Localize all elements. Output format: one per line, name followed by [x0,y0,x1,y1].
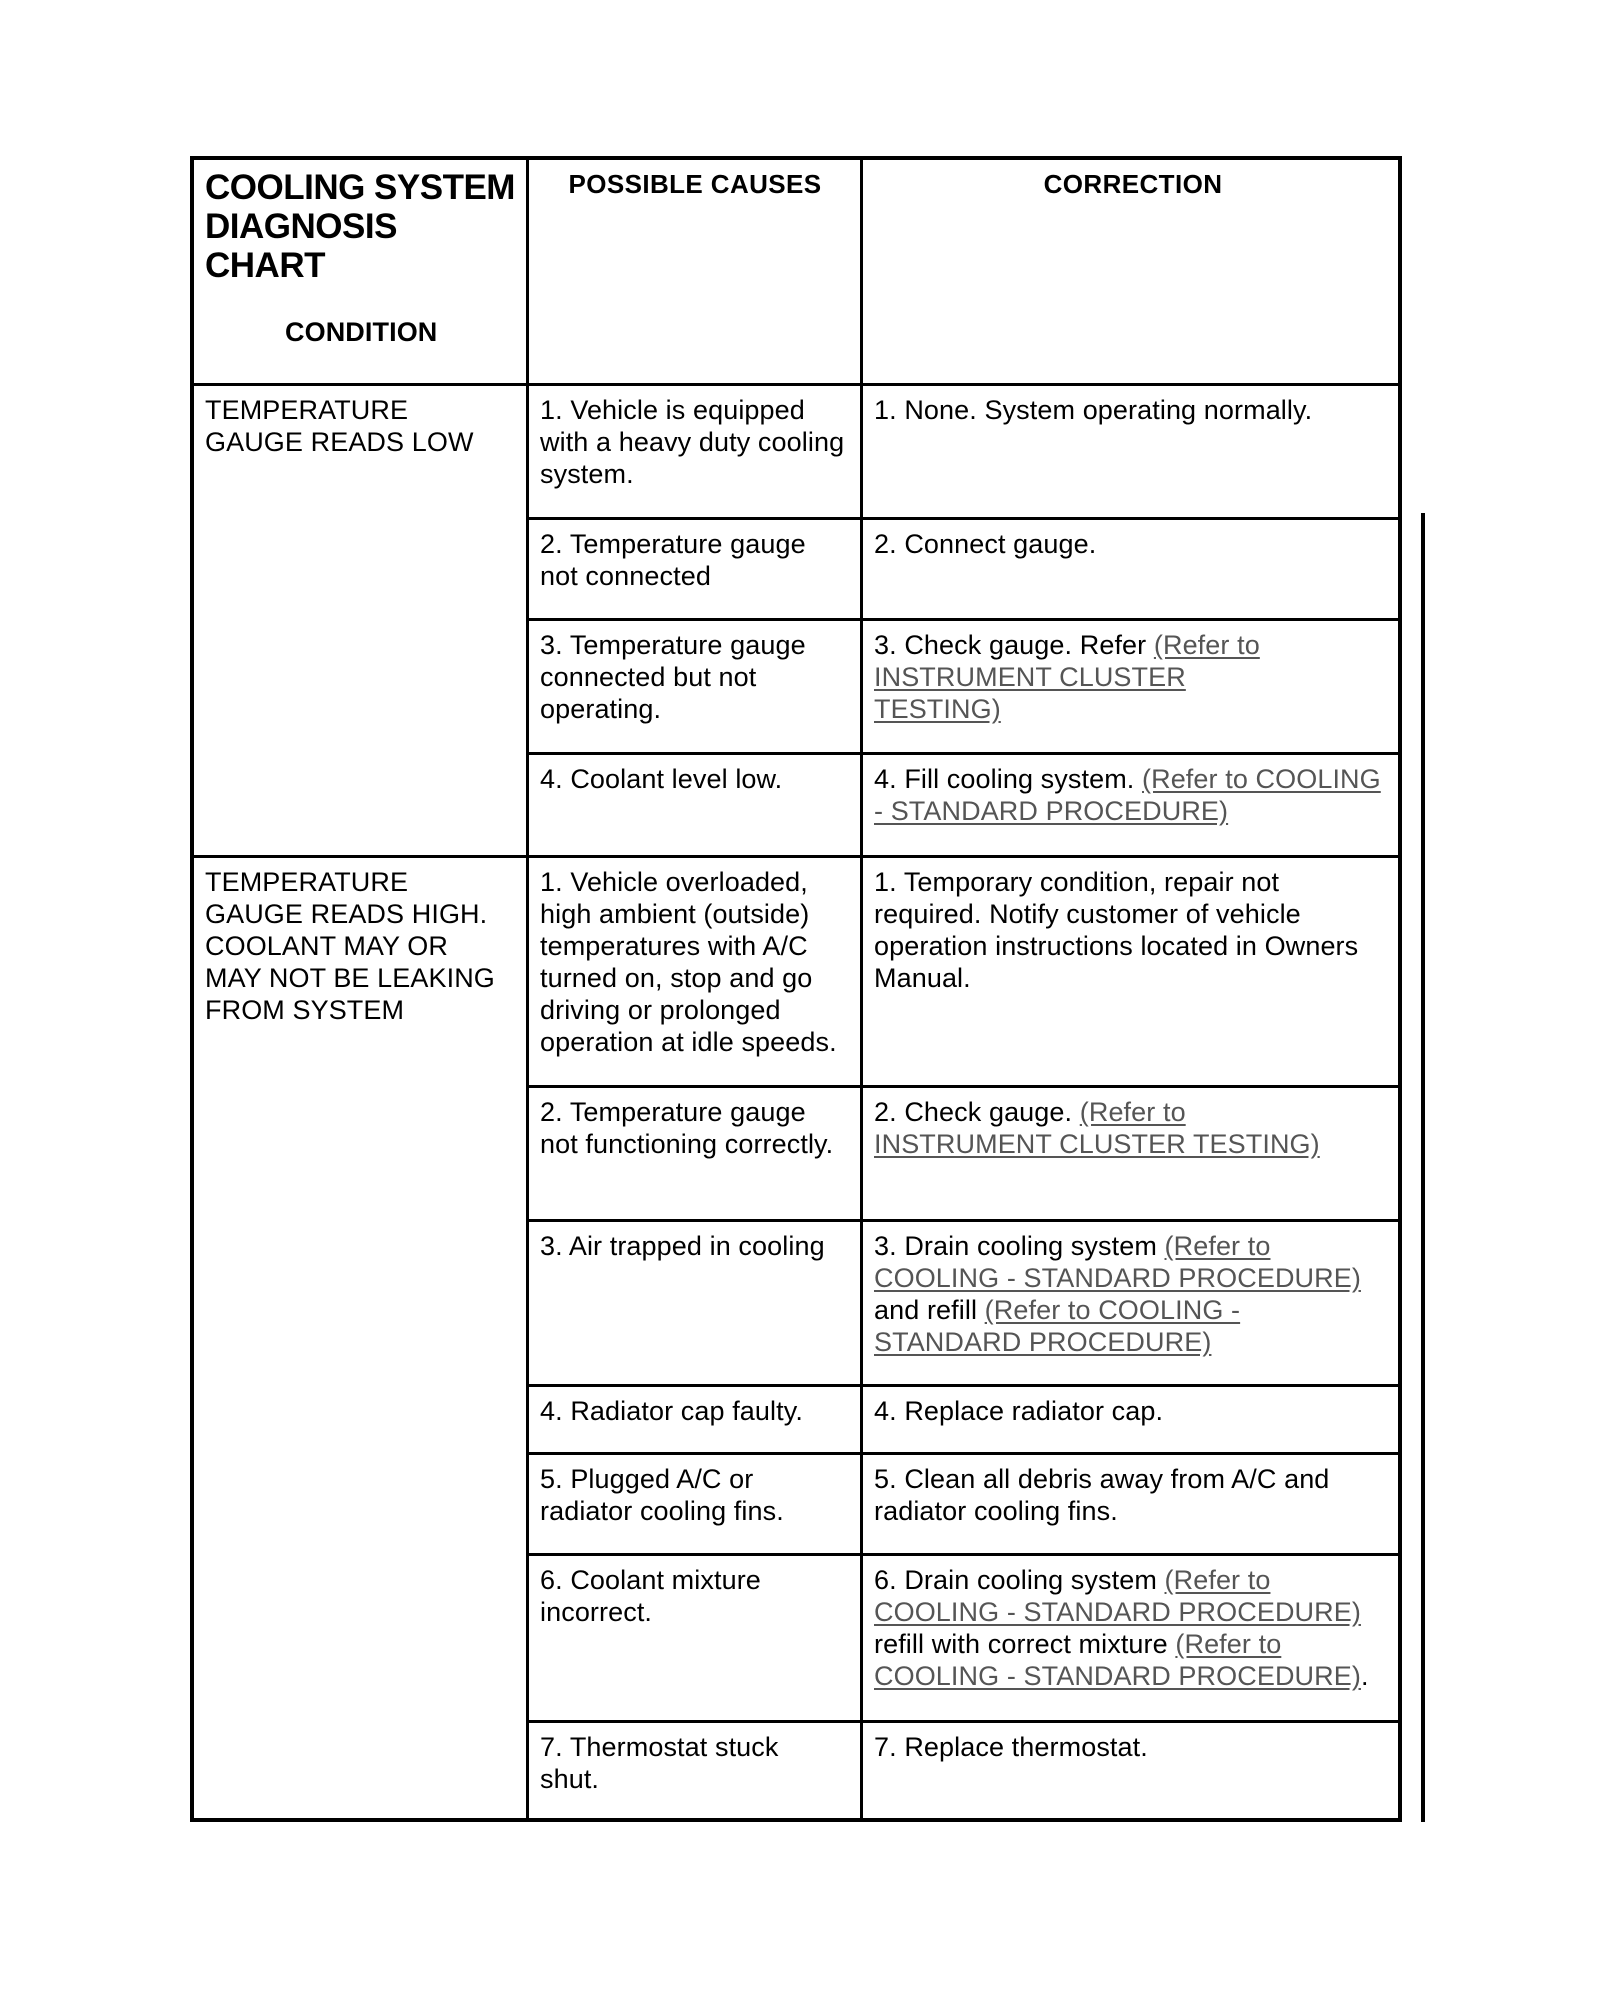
correction-cell: 2. Connect gauge. [874,529,1097,559]
reference-link[interactable]: (Refer to COOLING - STANDARD PROCEDURE) [874,1295,1241,1357]
correction-header: CORRECTION [1043,169,1223,199]
cause-cell: 2. Temperature gauge not functioning correctly. [540,1097,834,1159]
correction-cell: 6. Drain cooling system (Refer to COOLING - STANDARD PROCEDURE) refill with correct mixture (Refer to COOLING - STANDARD PROCEDURE). [874,1565,1369,1691]
reference-link[interactable]: (Refer to COOLING - STANDARD PROCEDURE) [874,764,1381,826]
condition-header: CONDITION [285,317,438,347]
chart-title: COOLING SYSTEM DIAGNOSIS CHART [205,168,515,285]
correction-cell: 4. Replace radiator cap. [874,1396,1164,1426]
condition-low: TEMPERATURE GAUGE READS LOW [205,395,474,457]
correction-cell: 7. Replace thermostat. [874,1732,1148,1762]
cause-cell: 3. Temperature gauge connected but not operating. [540,630,806,724]
reference-link[interactable]: (Refer to COOLING - STANDARD PROCEDURE) [874,1565,1361,1627]
cause-cell: 1. Vehicle overloaded, high ambient (outside) temperatures with A/C turned on, stop and go driving or prolonged operation at idle speeds. [540,867,837,1057]
cause-cell: 6. Coolant mixture incorrect. [540,1565,761,1627]
correction-cell: 5. Clean all debris away from A/C and radiator cooling fins. [874,1464,1330,1526]
header-condition-cell [194,160,526,383]
right-border-segment [1421,513,1425,1822]
cause-cell: 4. Coolant level low. [540,764,783,794]
reference-link[interactable]: (Refer to INSTRUMENT CLUSTER TESTING) [874,630,1260,724]
cause-cell: 2. Temperature gauge not connected [540,529,806,591]
correction-cell: 3. Check gauge. Refer (Refer to INSTRUMENT CLUSTER TESTING) [874,630,1260,724]
reference-link[interactable]: (Refer to INSTRUMENT CLUSTER TESTING) [874,1097,1320,1159]
cause-cell: 1. Vehicle is equipped with a heavy duty cooling system. [540,395,845,489]
reference-link[interactable]: (Refer to COOLING - STANDARD PROCEDURE) [874,1629,1361,1691]
correction-cell: 3. Drain cooling system (Refer to COOLING - STANDARD PROCEDURE) and refill (Refer to COOLING - STANDARD PROCEDURE) [874,1231,1361,1357]
cause-cell: 3. Air trapped in cooling [540,1231,825,1261]
causes-header: POSSIBLE CAUSES [568,169,822,199]
cause-cell: 4. Radiator cap faulty. [540,1396,803,1426]
correction-cell: 2. Check gauge. (Refer to INSTRUMENT CLUSTER TESTING) [874,1097,1320,1159]
correction-cell: 4. Fill cooling system. (Refer to COOLING - STANDARD PROCEDURE) [874,764,1381,826]
correction-cell: 1. None. System operating normally. [874,395,1313,425]
cooling-diagnosis-chart [190,156,1402,1822]
reference-link[interactable]: (Refer to COOLING - STANDARD PROCEDURE) [874,1231,1361,1293]
correction-cell: 1. Temporary condition, repair not required. Notify customer of vehicle operation instructions located in Owners Manual. [874,867,1359,993]
condition-high: TEMPERATURE GAUGE READS HIGH. COOLANT MAY OR MAY NOT BE LEAKING FROM SYSTEM [205,867,495,1025]
cause-cell: 7. Thermostat stuck shut. [540,1732,779,1794]
cause-cell: 5. Plugged A/C or radiator cooling fins. [540,1464,784,1526]
